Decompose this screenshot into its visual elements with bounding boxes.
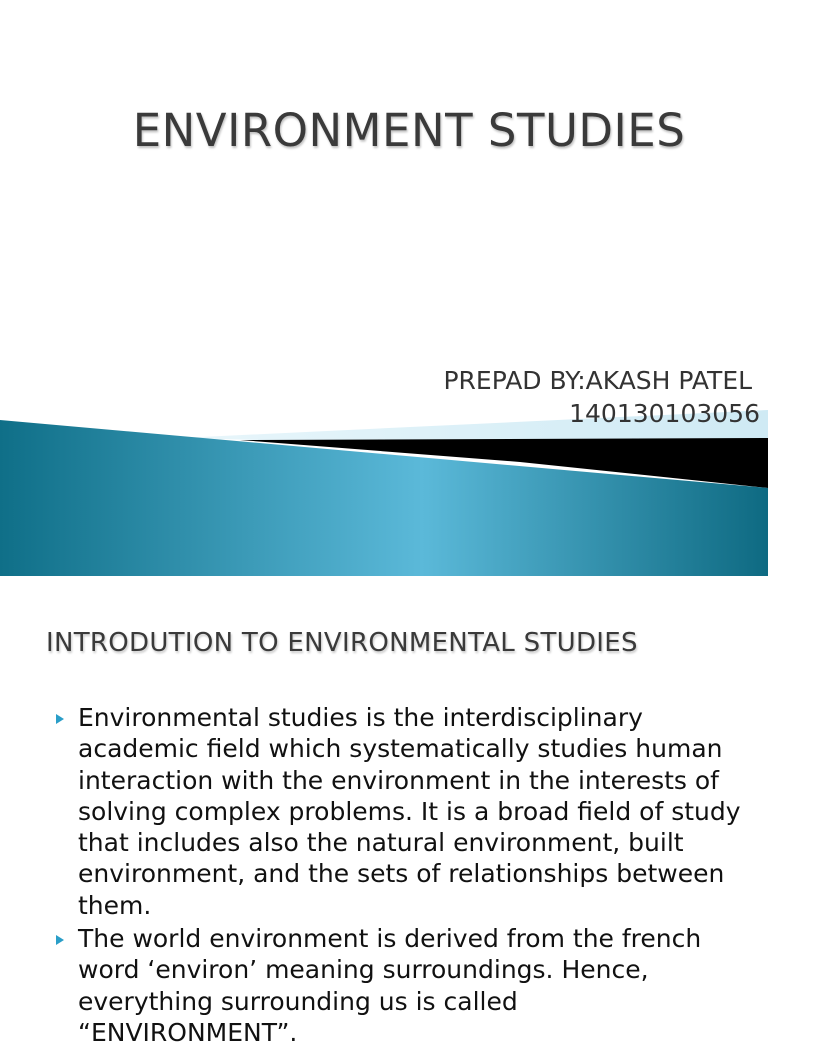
author-name: PREPAD BY:AKASH PATEL <box>443 366 760 395</box>
author-block <box>443 364 760 430</box>
enrollment-number: 140130103056 <box>569 399 760 428</box>
list-item <box>54 702 744 921</box>
bullet-list <box>54 702 744 1050</box>
slide-title: ENVIRONMENT STUDIES <box>132 104 686 157</box>
content-slide <box>0 576 768 1047</box>
triangle-bullet-icon <box>56 935 64 945</box>
triangle-bullet-icon <box>56 714 64 724</box>
bullet-text: Environmental studies is the interdisciplinary academic field which systematically studies human interaction with the environment in the interests of solving complex problems. It is a broad field of study that includes also the natural environment, built environment, and the sets of relationships between them. <box>78 703 741 920</box>
list-item <box>54 923 744 1048</box>
bullet-text: The world environment is derived from the french word ‘environ’ meaning surroundings. Hence, everything surrounding us is called “ENVIRONMENT”. <box>78 924 702 1047</box>
section-heading: INTRODUTION TO ENVIRONMENTAL STUDIES <box>46 628 638 658</box>
